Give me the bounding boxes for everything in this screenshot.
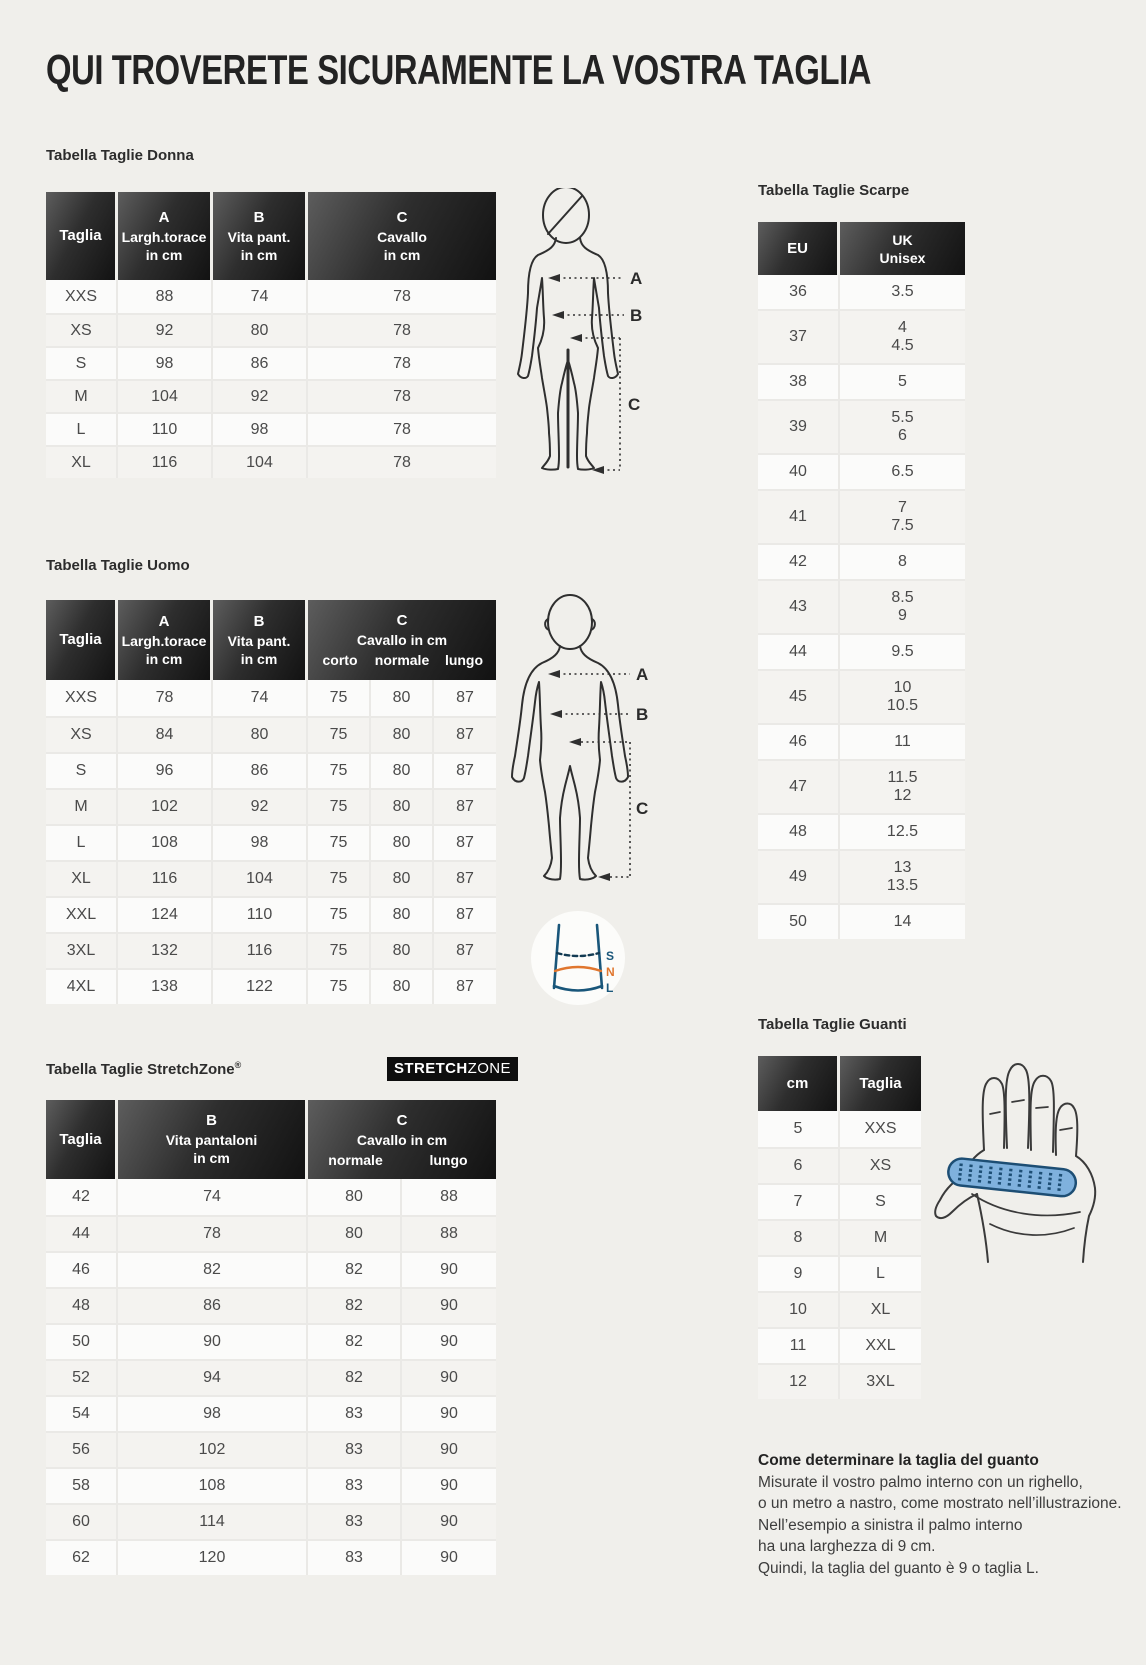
table-cell: 10 10.5 — [840, 669, 965, 723]
table-cell: 6.5 — [840, 453, 965, 489]
table-cell: 104 — [213, 860, 308, 896]
table-cell: 80 — [371, 968, 434, 1004]
table-cell: 83 — [308, 1539, 402, 1575]
table-row — [46, 313, 496, 346]
table-row — [758, 489, 965, 543]
table-cell: 4XL — [46, 968, 118, 1004]
table-cell: 84 — [118, 716, 213, 752]
table-cell: 90 — [402, 1503, 496, 1539]
column-header-taglia: Taglia — [46, 192, 118, 280]
registered-mark: ® — [234, 1060, 242, 1070]
hand-palm-left-edge — [977, 1194, 988, 1262]
scarpe-table-label: Tabella Taglie Scarpe — [758, 182, 910, 199]
measure-label-b: B — [636, 705, 649, 724]
table-cell: 82 — [308, 1287, 402, 1323]
table-cell: 86 — [213, 346, 308, 379]
table-cell: 80 — [371, 860, 434, 896]
table-cell: L — [840, 1255, 921, 1291]
table-cell: 78 — [308, 412, 496, 445]
table-row — [758, 633, 965, 669]
guanti-header-row — [758, 1056, 921, 1111]
table-cell: 88 — [402, 1179, 496, 1215]
stretchzone-table-label — [46, 1060, 241, 1078]
table-row — [46, 968, 496, 1004]
hand-palm-right-edge — [1076, 1156, 1095, 1262]
hand-ring-finger — [1030, 1076, 1053, 1152]
table-cell: XS — [46, 716, 118, 752]
table-cell: 75 — [308, 788, 371, 824]
table-cell: 83 — [308, 1503, 402, 1539]
table-cell: 82 — [308, 1323, 402, 1359]
man-head — [548, 595, 592, 649]
table-cell: S — [46, 752, 118, 788]
table-row — [758, 759, 965, 813]
table-row — [46, 1359, 496, 1395]
table-row — [758, 363, 965, 399]
table-cell: 116 — [118, 860, 213, 896]
table-cell: 124 — [118, 896, 213, 932]
hand-middle-finger — [1006, 1064, 1030, 1148]
table-cell: XL — [840, 1291, 921, 1327]
table-row — [758, 309, 965, 363]
woman-measure-arrows — [548, 274, 604, 474]
table-cell: 88 — [118, 280, 213, 313]
table-cell: 132 — [118, 932, 213, 968]
table-cell: 42 — [758, 543, 840, 579]
table-row — [46, 379, 496, 412]
column-header-taglia: Taglia — [46, 1100, 118, 1179]
table-cell: XS — [46, 313, 118, 346]
table-cell: 50 — [46, 1323, 118, 1359]
table-row — [758, 579, 965, 633]
table-row — [758, 1291, 921, 1327]
table-cell: XS — [840, 1147, 921, 1183]
uomo-table-label: Tabella Taglie Uomo — [46, 557, 190, 574]
table-cell: 87 — [434, 860, 496, 896]
subcolumn-label: lungo — [429, 1151, 468, 1168]
woman-silhouette-figure — [492, 188, 652, 478]
table-cell: 87 — [434, 896, 496, 932]
table-cell: 75 — [308, 752, 371, 788]
table-cell: 47 — [758, 759, 840, 813]
uomo-size-table — [46, 600, 496, 1004]
table-cell: 90 — [402, 1431, 496, 1467]
page-title: QUI TROVERETE SICURAMENTE LA VOSTRA TAGLIA — [46, 46, 872, 93]
column-header-uk: UK Unisex — [840, 222, 965, 275]
table-cell: 83 — [308, 1467, 402, 1503]
table-cell: 90 — [402, 1467, 496, 1503]
table-cell: 82 — [308, 1251, 402, 1287]
table-cell: 80 — [213, 716, 308, 752]
table-cell: 12.5 — [840, 813, 965, 849]
table-cell: 83 — [308, 1395, 402, 1431]
table-cell: 8.5 9 — [840, 579, 965, 633]
glove-note-line: Quindi, la taglia del guanto è 9 o taglia L. — [758, 1559, 1039, 1577]
donna-size-table — [46, 192, 496, 478]
table-cell: XXS — [46, 680, 118, 716]
table-cell: 58 — [46, 1467, 118, 1503]
table-cell: 52 — [46, 1359, 118, 1395]
table-row — [46, 280, 496, 313]
table-row — [46, 1431, 496, 1467]
table-cell: 13 13.5 — [840, 849, 965, 903]
table-cell: 102 — [118, 1431, 308, 1467]
table-row — [758, 399, 965, 453]
table-cell: 80 — [371, 788, 434, 824]
table-cell: 11 — [840, 723, 965, 759]
table-cell: 87 — [434, 968, 496, 1004]
table-row — [758, 1183, 921, 1219]
table-row — [758, 1255, 921, 1291]
table-row — [758, 1147, 921, 1183]
band-label-s: S — [606, 949, 615, 963]
band-label-n: N — [606, 965, 615, 979]
column-header-cm: cm — [758, 1056, 840, 1111]
table-cell: 78 — [308, 313, 496, 346]
table-cell: 11.5 12 — [840, 759, 965, 813]
table-row — [46, 680, 496, 716]
table-row — [758, 723, 965, 759]
table-cell: 90 — [402, 1359, 496, 1395]
table-cell: 11 — [758, 1327, 840, 1363]
table-cell: L — [46, 824, 118, 860]
donna-table-body — [46, 280, 496, 478]
logo-part-stretch: STRETCH — [394, 1060, 468, 1077]
table-cell: 92 — [213, 788, 308, 824]
table-cell: XXS — [46, 280, 118, 313]
woman-head-line — [548, 196, 582, 234]
table-cell: 46 — [46, 1251, 118, 1287]
table-cell: 42 — [46, 1179, 118, 1215]
scarpe-size-table — [758, 222, 965, 939]
table-row — [46, 445, 496, 478]
measure-label-c: C — [628, 395, 641, 414]
table-cell: 50 — [758, 903, 840, 939]
table-cell: 122 — [213, 968, 308, 1004]
table-cell: 37 — [758, 309, 840, 363]
table-cell: XXL — [46, 896, 118, 932]
table-cell: 87 — [434, 716, 496, 752]
guanti-table-body — [758, 1111, 921, 1399]
table-cell: 78 — [118, 680, 213, 716]
table-cell: 108 — [118, 1467, 308, 1503]
table-cell: S — [840, 1183, 921, 1219]
donna-table-label: Tabella Taglie Donna — [46, 147, 194, 164]
column-header-eu: EU — [758, 222, 840, 275]
table-row — [758, 543, 965, 579]
table-cell: 56 — [46, 1431, 118, 1467]
table-cell: 40 — [758, 453, 840, 489]
guanti-table-label: Tabella Taglie Guanti — [758, 1016, 907, 1033]
stretchzone-header-row — [46, 1100, 496, 1179]
stretchzone-size-table — [46, 1100, 496, 1575]
table-row — [46, 412, 496, 445]
table-row — [46, 716, 496, 752]
subcolumn-label: normale — [328, 1151, 383, 1168]
table-row — [46, 1467, 496, 1503]
table-cell: L — [46, 412, 118, 445]
finger-crease — [1060, 1128, 1072, 1130]
table-cell: 78 — [308, 379, 496, 412]
table-cell: 49 — [758, 849, 840, 903]
glove-note-line: Misurate il vostro palmo interno con un righello, — [758, 1473, 1083, 1491]
table-cell: 75 — [308, 680, 371, 716]
subcolumn-label: lungo — [444, 652, 484, 668]
table-cell: 8 — [758, 1219, 840, 1255]
stretchzone-label-text: Tabella Taglie StretchZone — [46, 1061, 235, 1078]
table-cell: 80 — [371, 716, 434, 752]
table-cell: 48 — [758, 813, 840, 849]
table-cell: 5 — [758, 1111, 840, 1147]
table-cell: 96 — [118, 752, 213, 788]
table-cell: 78 — [118, 1215, 308, 1251]
table-cell: 74 — [213, 280, 308, 313]
table-cell: 83 — [308, 1431, 402, 1467]
table-row — [46, 1323, 496, 1359]
table-cell: 78 — [308, 445, 496, 478]
table-cell: 9.5 — [840, 633, 965, 669]
scarpe-table-body — [758, 275, 965, 939]
table-row — [46, 1395, 496, 1431]
palm-crease — [990, 1224, 1074, 1235]
table-cell: 104 — [213, 445, 308, 478]
table-row — [758, 903, 965, 939]
scarpe-header-row — [758, 222, 965, 275]
finger-crease — [990, 1112, 1000, 1114]
table-cell: 116 — [118, 445, 213, 478]
table-cell: 98 — [118, 346, 213, 379]
finger-crease — [1036, 1107, 1048, 1108]
table-row — [46, 1215, 496, 1251]
table-cell: 138 — [118, 968, 213, 1004]
table-cell: 80 — [371, 896, 434, 932]
finger-crease — [1012, 1100, 1024, 1102]
table-cell: 75 — [308, 968, 371, 1004]
table-cell: M — [840, 1219, 921, 1255]
subcolumn-label: normale — [374, 652, 430, 668]
table-cell: 14 — [840, 903, 965, 939]
table-cell: XL — [46, 860, 118, 896]
table-row — [46, 752, 496, 788]
table-cell: 110 — [213, 896, 308, 932]
table-cell: 110 — [118, 412, 213, 445]
stretchzone-table-body — [46, 1179, 496, 1575]
table-cell: 36 — [758, 275, 840, 309]
donna-header-row — [46, 192, 496, 280]
table-cell: 74 — [213, 680, 308, 716]
table-cell: 87 — [434, 788, 496, 824]
table-row — [46, 1179, 496, 1215]
table-row — [46, 932, 496, 968]
measure-label-b: B — [630, 306, 643, 325]
table-cell: 120 — [118, 1539, 308, 1575]
column-header-b: B Vita pant. in cm — [213, 192, 308, 280]
table-cell: 54 — [46, 1395, 118, 1431]
measuring-tape — [947, 1157, 1077, 1197]
hand-measuring-figure — [898, 1048, 1128, 1266]
table-cell: 44 — [46, 1215, 118, 1251]
table-cell: 102 — [118, 788, 213, 824]
man-silhouette-figure — [490, 590, 660, 885]
table-cell: 3XL — [840, 1363, 921, 1399]
table-cell: 75 — [308, 860, 371, 896]
subcolumn-label: corto — [322, 652, 358, 668]
table-row — [46, 1503, 496, 1539]
table-cell: M — [46, 788, 118, 824]
table-cell: 80 — [213, 313, 308, 346]
table-cell: 90 — [402, 1539, 496, 1575]
table-cell: 104 — [118, 379, 213, 412]
table-cell: 82 — [118, 1251, 308, 1287]
table-cell: 41 — [758, 489, 840, 543]
table-cell: 48 — [46, 1287, 118, 1323]
table-cell: 74 — [118, 1179, 308, 1215]
table-row — [758, 275, 965, 309]
column-header-taglia: Taglia — [840, 1056, 921, 1111]
column-header-c: C Cavallo in cm normale lungo — [308, 1100, 496, 1179]
table-cell: 5.5 6 — [840, 399, 965, 453]
table-row — [46, 346, 496, 379]
table-cell: 75 — [308, 932, 371, 968]
table-cell: 45 — [758, 669, 840, 723]
table-cell: 86 — [118, 1287, 308, 1323]
table-row — [46, 1539, 496, 1575]
table-row — [758, 1111, 921, 1147]
table-row — [758, 849, 965, 903]
table-cell: 88 — [402, 1215, 496, 1251]
table-cell: 92 — [213, 379, 308, 412]
band-label-l: L — [606, 981, 614, 995]
table-cell: 38 — [758, 363, 840, 399]
table-cell: 78 — [308, 280, 496, 313]
table-cell: 86 — [213, 752, 308, 788]
table-cell: 80 — [308, 1179, 402, 1215]
table-cell: 87 — [434, 824, 496, 860]
table-row — [758, 453, 965, 489]
table-cell: 80 — [308, 1215, 402, 1251]
table-cell: 10 — [758, 1291, 840, 1327]
measure-label-c: C — [636, 799, 649, 818]
table-cell: 90 — [402, 1251, 496, 1287]
uomo-table-body — [46, 680, 496, 1004]
table-cell: 116 — [213, 932, 308, 968]
man-measure-lines — [558, 674, 630, 877]
table-cell: 98 — [118, 1395, 308, 1431]
logo-part-zone: ZONE — [467, 1060, 511, 1077]
table-cell: 78 — [308, 346, 496, 379]
table-cell: 98 — [213, 824, 308, 860]
table-cell: 114 — [118, 1503, 308, 1539]
table-cell: 80 — [371, 932, 434, 968]
table-cell: 75 — [308, 716, 371, 752]
table-cell: 92 — [118, 313, 213, 346]
table-cell: S — [46, 346, 118, 379]
table-cell: 44 — [758, 633, 840, 669]
table-cell: 43 — [758, 579, 840, 633]
column-header-b: B Vita pant. in cm — [213, 600, 308, 680]
table-cell: 90 — [402, 1323, 496, 1359]
table-cell: 8 — [840, 543, 965, 579]
table-cell: 62 — [46, 1539, 118, 1575]
table-cell: 87 — [434, 680, 496, 716]
table-cell: 87 — [434, 932, 496, 968]
column-header-taglia: Taglia — [46, 600, 118, 680]
table-cell: XXL — [840, 1327, 921, 1363]
table-cell: 39 — [758, 399, 840, 453]
table-cell: 3.5 — [840, 275, 965, 309]
table-row — [758, 1363, 921, 1399]
table-cell: 90 — [402, 1287, 496, 1323]
table-row — [46, 1287, 496, 1323]
glove-note-line: ha una larghezza di 9 cm. — [758, 1538, 936, 1555]
table-cell: 87 — [434, 752, 496, 788]
column-header-a: A Largh.torace in cm — [118, 600, 213, 680]
measure-label-a: A — [630, 269, 643, 288]
table-row — [758, 1327, 921, 1363]
table-row — [46, 788, 496, 824]
column-header-b: B Vita pantaloni in cm — [118, 1100, 308, 1179]
table-cell: 80 — [371, 824, 434, 860]
table-row — [46, 896, 496, 932]
glove-note-line: o un metro a nastro, come mostrato nell’illustrazione. — [758, 1495, 1122, 1512]
column-header-a: A Largh.torace in cm — [118, 192, 213, 280]
table-cell: 4 4.5 — [840, 309, 965, 363]
table-row — [758, 669, 965, 723]
man-body-outline — [512, 646, 628, 880]
table-cell: 6 — [758, 1147, 840, 1183]
guanti-size-table — [758, 1056, 921, 1399]
table-cell: M — [46, 379, 118, 412]
table-row — [46, 1251, 496, 1287]
table-cell: 7 — [758, 1183, 840, 1219]
table-cell: 98 — [213, 412, 308, 445]
table-cell: 90 — [402, 1395, 496, 1431]
uomo-header-row — [46, 600, 496, 680]
table-row — [758, 813, 965, 849]
table-cell: 7 7.5 — [840, 489, 965, 543]
measuring-tape-band — [947, 1157, 1077, 1197]
stretchzone-logo — [387, 1057, 518, 1081]
table-cell: 75 — [308, 896, 371, 932]
table-cell: XXS — [840, 1111, 921, 1147]
table-cell: 94 — [118, 1359, 308, 1395]
column-header-c: C Cavallo in cm corto normale lungo — [308, 600, 496, 680]
table-row — [46, 860, 496, 896]
glove-note-heading: Come determinare la taglia del guanto — [758, 1452, 1039, 1469]
table-cell: 12 — [758, 1363, 840, 1399]
table-cell: XL — [46, 445, 118, 478]
table-cell: 80 — [371, 752, 434, 788]
table-cell: 108 — [118, 824, 213, 860]
table-cell: 75 — [308, 824, 371, 860]
table-cell: 3XL — [46, 932, 118, 968]
column-header-c: C Cavallo in cm — [308, 192, 496, 280]
table-cell: 5 — [840, 363, 965, 399]
table-cell: 82 — [308, 1359, 402, 1395]
table-cell: 60 — [46, 1503, 118, 1539]
table-cell: 80 — [371, 680, 434, 716]
table-cell: 46 — [758, 723, 840, 759]
table-row — [758, 1219, 921, 1255]
table-cell: 90 — [118, 1323, 308, 1359]
measure-label-a: A — [636, 665, 649, 684]
glove-note-line: Nell’esempio a sinistra il palmo interno — [758, 1516, 1023, 1534]
waistband-length-figure — [528, 908, 628, 1008]
table-cell: 9 — [758, 1255, 840, 1291]
table-row — [46, 824, 496, 860]
glove-size-note — [758, 1450, 1143, 1579]
